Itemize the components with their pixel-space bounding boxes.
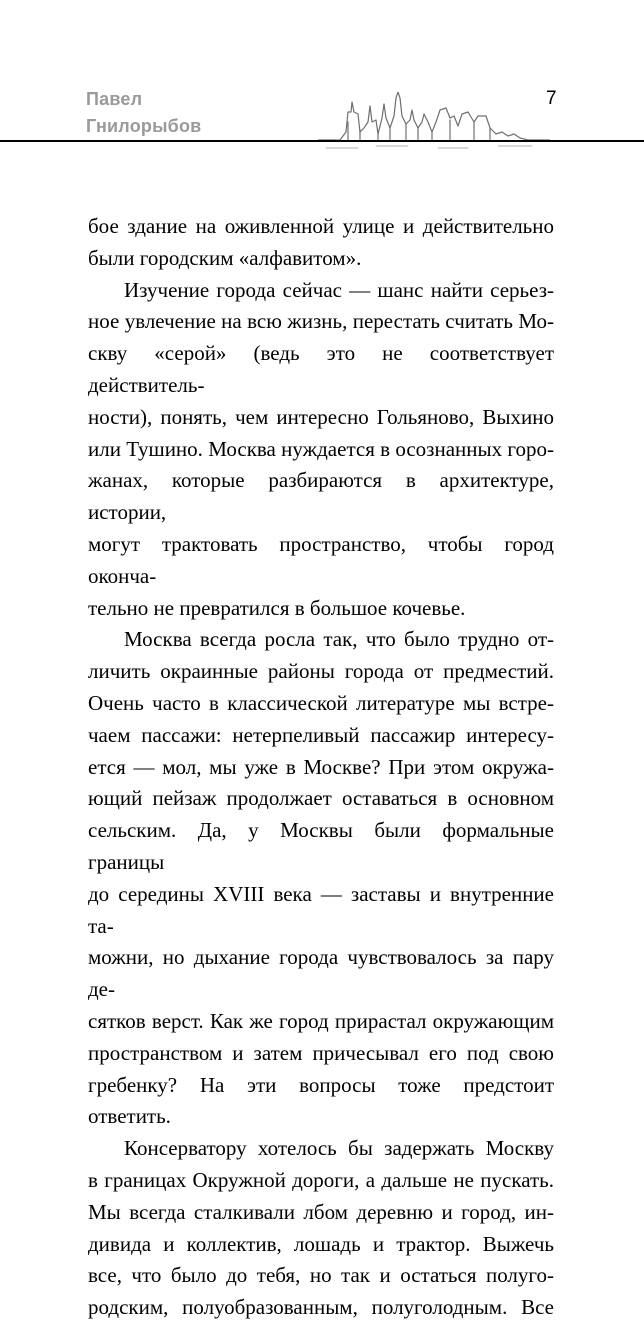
paragraph-3-line-5 xyxy=(88,752,554,784)
text-line: ется — мол, мы уже в Москве? При этом окружа- xyxy=(88,754,554,779)
author-name xyxy=(86,86,201,140)
paragraph-3-line-7 xyxy=(88,815,554,879)
text-line: Москва всегда росла так, что было трудно от- xyxy=(124,627,554,652)
text-line: Изучение города сейчас — шанс найти серьез- xyxy=(124,277,554,302)
paragraph-3-line-10 xyxy=(88,1006,554,1038)
paragraph-3-line-3 xyxy=(88,688,554,720)
paragraph-2-line-7 xyxy=(88,529,554,593)
paragraph-2-line-2 xyxy=(88,306,554,338)
text-line: Мы всегда сталкивали лбом деревню и город, ин- xyxy=(88,1199,554,1224)
paragraph-4-line-4 xyxy=(88,1229,554,1261)
paragraph-1 xyxy=(88,211,554,243)
text-line: жанах, которые разбираются в архитектуре, истории, xyxy=(88,468,554,525)
paragraph-3-line-4 xyxy=(88,720,554,752)
paragraph-4-line-5 xyxy=(88,1260,554,1292)
text-line: в границах Окружной дороги, а дальше не пускать. xyxy=(88,1167,554,1192)
text-line: личить окраинные районы города от предместий. xyxy=(88,659,554,684)
text-line: до середины XVIII века — заставы и внутренние та- xyxy=(88,881,554,938)
paragraph-2-line-8 xyxy=(88,593,554,625)
text-line: могут трактовать пространство, чтобы город оконча- xyxy=(88,531,554,588)
paragraph-3-line-9 xyxy=(88,942,554,1006)
text-line: или Тушино. Москва нуждается в осознанных горо- xyxy=(88,436,554,461)
text-line: были городским «алфавитом». xyxy=(88,245,362,270)
text-line: пространством и затем причесывал его под свою xyxy=(88,1040,554,1065)
page-number: 7 xyxy=(546,88,557,109)
paragraph-4-line-1 xyxy=(88,1133,554,1165)
paragraph-2-line-5 xyxy=(88,434,554,466)
text-line: можни, но дыхание города чувствовалось за пару де- xyxy=(88,945,554,1002)
author-last-name: Гнилорыбов xyxy=(86,116,202,136)
text-line: Консерватору хотелось бы задержать Москву xyxy=(124,1136,554,1161)
text-line: сятков верст. Как же город прирастал окружающим xyxy=(88,1008,554,1033)
text-line: ности), понять, чем интересно Гольяново, Выхино xyxy=(88,404,554,429)
body-text xyxy=(88,211,554,1324)
text-line: Очень часто в классической литературе мы встре- xyxy=(88,690,554,715)
text-line: сельским. Да, у Москвы были формальные границы xyxy=(88,818,554,874)
paragraph-4-line-6 xyxy=(88,1292,554,1324)
text-line: скву «серой» (ведь это не соответствует действитель- xyxy=(88,341,554,397)
text-line: гребенку? На эти вопросы тоже предстоит ответить. xyxy=(88,1072,554,1129)
header-rule xyxy=(0,140,644,142)
text-line: бое здание на оживленной улице и действительно xyxy=(88,214,554,238)
paragraph-3-line-8 xyxy=(88,879,554,943)
paragraph-4-line-3 xyxy=(88,1197,554,1229)
paragraph-2-line-3 xyxy=(88,338,554,402)
paragraph-2-line-1 xyxy=(88,275,554,307)
text-line: ющий пейзаж продолжает оставаться в основном xyxy=(88,786,554,811)
text-line: чаем пассажи: нетерпеливый пассажир интересу- xyxy=(88,722,554,747)
text-line: родским, полуобразованным, полуголодным. Все xyxy=(88,1295,554,1320)
running-head xyxy=(0,0,644,160)
paragraph-3-line-11 xyxy=(88,1038,554,1070)
paragraph-4-line-2 xyxy=(88,1165,554,1197)
paragraph-2-line-4 xyxy=(88,402,554,434)
text-line: дивида и коллектив, лошадь и трактор. Выжечь xyxy=(88,1231,554,1256)
skyline-illustration xyxy=(318,92,550,154)
paragraph-1-end xyxy=(88,243,554,275)
paragraph-3-line-2 xyxy=(88,656,554,688)
paragraph-3-line-6 xyxy=(88,783,554,815)
paragraph-3-line-12 xyxy=(88,1070,554,1134)
text-line: тельно не превратился в большое кочевье. xyxy=(88,595,466,620)
author-first-name: Павел xyxy=(86,89,143,109)
text-line: ное увлечение на всю жизнь, перестать считать Мо- xyxy=(88,309,554,334)
text-line: все, что было до тебя, но так и остаться полуго- xyxy=(88,1263,554,1288)
paragraph-2-line-6 xyxy=(88,465,554,529)
paragraph-3-line-1 xyxy=(88,624,554,656)
